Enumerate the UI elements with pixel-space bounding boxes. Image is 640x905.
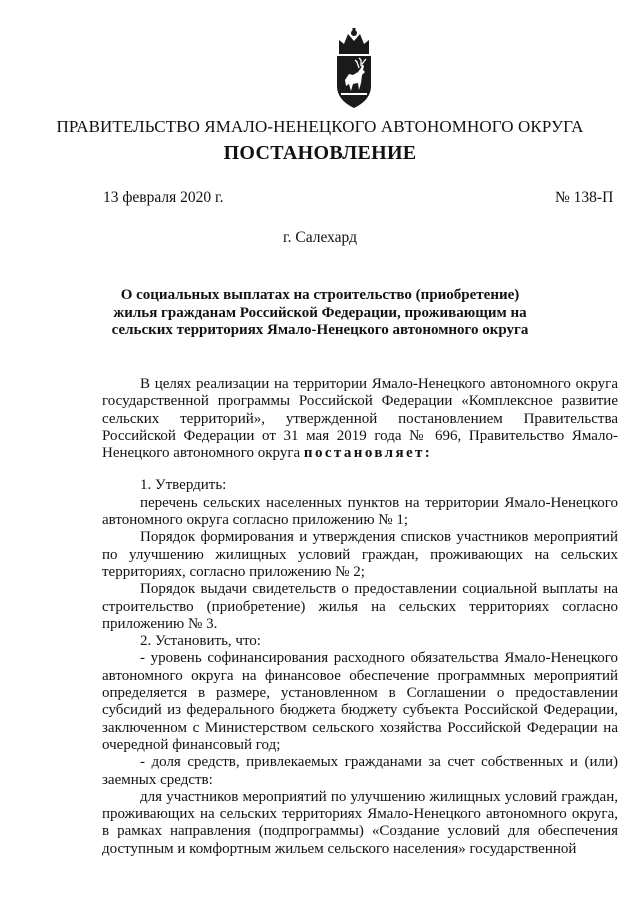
paragraph-1: 1. Утвердить: (140, 477, 227, 494)
paragraph-8: для участников мероприятий по улучшению жилищных условий граждан, проживающих на сельских территориях Ямало-Ненецкого автономного округа, в рамках направления (подпрограммы) «Создание условий для обеспечения доступным и комфортным жильем сельского населения» государственной (102, 788, 618, 857)
document-number: № 138-П (555, 189, 614, 206)
paragraph-4: Порядок выдачи свидетельств о предоставлении социальной выплаты на строительство (приобретение) жилья на сельских территориях согласно приложению № 3. (102, 581, 618, 632)
document-body (102, 376, 618, 858)
coat-of-arms-emblem (0, 28, 640, 112)
paragraph-6: - уровень софинансирования расходного обязательства Ямало-Ненецкого автономного округа на финансовое обеспечение программных мероприятий определяется в размере, установленном в Соглашении о предоставлении субсидий из федерального бюджета бюджету субъекта Российской Федерации, заключенном с Министерством сельского хозяйства Российской Федерации на очередной финансовый год; (102, 650, 618, 753)
paragraph-3: Порядок формирования и утверждения списков участников мероприятий по улучшению жилищных условий граждан, проживающих на сельских территориях, согласно приложению № 2; (102, 529, 618, 580)
document-date: 13 февраля 2020 г. (103, 189, 224, 206)
paragraph-7: - доля средств, привлекаемых гражданами за счет собственных и (или) заемных средств: (102, 754, 618, 788)
document-type: ПОСТАНОВЛЕНИЕ (223, 142, 417, 164)
document-city: г. Салехард (283, 229, 357, 246)
decree-word: постановляет: (303, 445, 433, 462)
intro-paragraph (102, 376, 618, 462)
intro-text: В целях реализации на территории Ямало-Ненецкого автономного округа государственной программы Российской Федерации «Комплексное развитие сельских территорий», утвержденной постановлением Правительства Российской Федерации от 31 мая 2019 года № 696, Правительство Ямало-Ненецкого автономного округа (102, 376, 618, 462)
document-subject: О социальных выплатах на строительство (приобретение) жилья гражданам Российской Федерации, проживающим на сельских территориях Ямало-Ненецкого автономного округа (111, 287, 529, 338)
yamal-nenets-coat-of-arms-icon (331, 28, 377, 112)
paragraph-2: перечень сельских населенных пунктов на территории Ямало-Ненецкого автономного округа согласно приложению № 1; (102, 494, 618, 529)
government-title: ПРАВИТЕЛЬСТВО ЯМАЛО-НЕНЕЦКОГО АВТОНОМНОГО ОКРУГА (56, 117, 584, 136)
paragraph-5: 2. Установить, что: (140, 633, 261, 650)
